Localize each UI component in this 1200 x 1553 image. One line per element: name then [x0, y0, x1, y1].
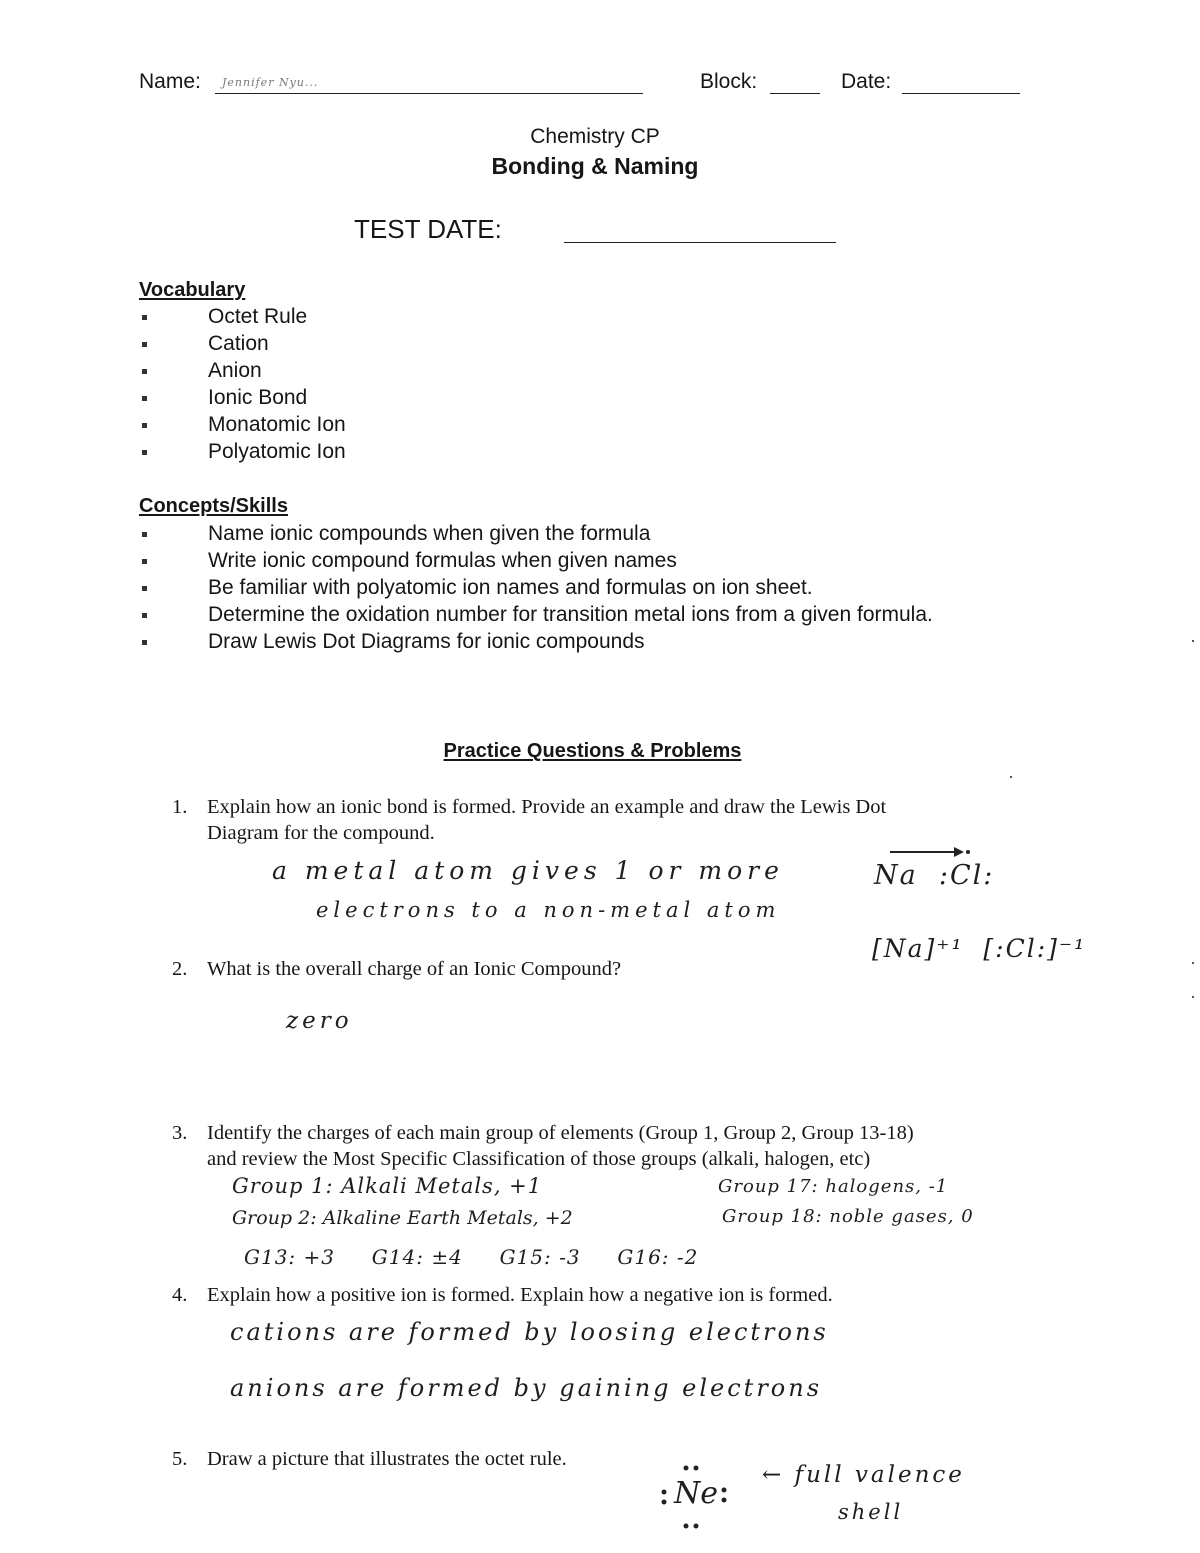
answer-5-note: ← full valence [762, 1462, 965, 1488]
unit-title: Bonding & Naming [491, 153, 699, 179]
answer-3-groups13-16: G13: +3 G14: ±4 G15: -3 G16: -2 [244, 1245, 699, 1269]
answer-5-symbol: Ne [674, 1476, 719, 1511]
bullet-icon [142, 423, 147, 428]
vocab-item: Monatomic Ion [208, 413, 346, 436]
concepts-heading: Concepts/Skills [139, 495, 288, 517]
answer-1-line1: a metal atom gives 1 or more [272, 856, 784, 885]
bullet-icon [142, 396, 147, 401]
concept-item: Determine the oxidation number for transition metal ions from a given formula. [208, 603, 933, 626]
question-1-text-cont: Diagram for the compound. [207, 822, 435, 844]
answer-4-line1: cations are formed by loosing electrons [230, 1318, 829, 1346]
bullet-icon [142, 342, 147, 347]
answer-3-group18: Group 18: noble gases, 0 [722, 1206, 974, 1227]
answer-4-line2: anions are formed by gaining electrons [230, 1374, 823, 1402]
vocab-item: Anion [208, 359, 262, 382]
lewis-diagram-reactants: Na :Cl: [874, 860, 995, 891]
question-3-number: 3. [172, 1122, 188, 1144]
date-field[interactable] [902, 93, 1020, 94]
scan-speck [1192, 962, 1194, 964]
question-2-text: What is the overall charge of an Ionic Compound? [207, 958, 622, 980]
concept-item: Be familiar with polyatomic ion names and formulas on ion sheet. [208, 576, 813, 599]
question-1-number: 1. [172, 796, 188, 818]
question-1-text: Explain how an ionic bond is formed. Provide an example and draw the Lewis Dot [207, 796, 887, 818]
bullet-icon [142, 532, 147, 537]
bullet-icon [142, 559, 147, 564]
test-date-label: TEST DATE: [354, 214, 502, 244]
name-field[interactable] [215, 93, 643, 94]
vocab-item: Ionic Bond [208, 386, 308, 409]
test-date-field[interactable] [564, 242, 836, 243]
question-3-text-cont: and review the Most Specific Classification of those groups (alkali, halogen, etc) [207, 1148, 871, 1170]
vocab-item: Cation [208, 332, 269, 355]
question-2-number: 2. [172, 958, 188, 980]
question-4-number: 4. [172, 1284, 188, 1306]
bullet-icon [142, 640, 147, 645]
electron-transfer-arrow-icon [888, 842, 972, 862]
scan-speck [1192, 640, 1194, 642]
answer-3-group1: Group 1: Alkali Metals, +1 [232, 1174, 543, 1198]
vocab-item: Octet Rule [208, 305, 308, 328]
concept-item: Name ionic compounds when given the formula [208, 522, 651, 545]
answer-2: zero [286, 1008, 353, 1034]
question-4-text: Explain how a positive ion is formed. Explain how a negative ion is formed. [207, 1284, 833, 1306]
lewis-diagram-products: [Na]⁺¹ [:Cl:]⁻¹ [872, 934, 1087, 963]
concept-item: Draw Lewis Dot Diagrams for ionic compounds [208, 630, 645, 653]
bullet-icon [142, 586, 147, 591]
answer-5-note-cont: shell [838, 1500, 904, 1524]
concept-item: Write ionic compound formulas when given names [208, 549, 677, 572]
bullet-icon [142, 369, 147, 374]
question-5-text: Draw a picture that illustrates the octet rule. [207, 1448, 567, 1470]
answer-3-group2: Group 2: Alkaline Earth Metals, +2 [232, 1207, 573, 1229]
block-label: Block: [700, 70, 758, 93]
date-label: Date: [841, 70, 892, 93]
scan-speck [1192, 996, 1194, 998]
course-title: Chemistry CP [530, 125, 660, 148]
bullet-icon [142, 450, 147, 455]
vocabulary-heading: Vocabulary [139, 279, 246, 301]
bullet-icon [142, 613, 147, 618]
practice-heading: Practice Questions & Problems [443, 740, 742, 762]
scan-speck [1010, 776, 1012, 778]
vocab-item: Polyatomic Ion [208, 440, 346, 463]
answer-1-line2: electrons to a non-metal atom [316, 898, 781, 922]
bullet-icon [142, 315, 147, 320]
question-5-number: 5. [172, 1448, 188, 1470]
question-3-text: Identify the charges of each main group of elements (Group 1, Group 2, Group 13-18) [207, 1122, 914, 1144]
name-label: Name: [139, 70, 201, 93]
block-field[interactable] [770, 93, 820, 94]
name-value: Jennifer Nyu... [222, 76, 319, 89]
answer-3-group17: Group 17: halogens, -1 [718, 1176, 949, 1197]
